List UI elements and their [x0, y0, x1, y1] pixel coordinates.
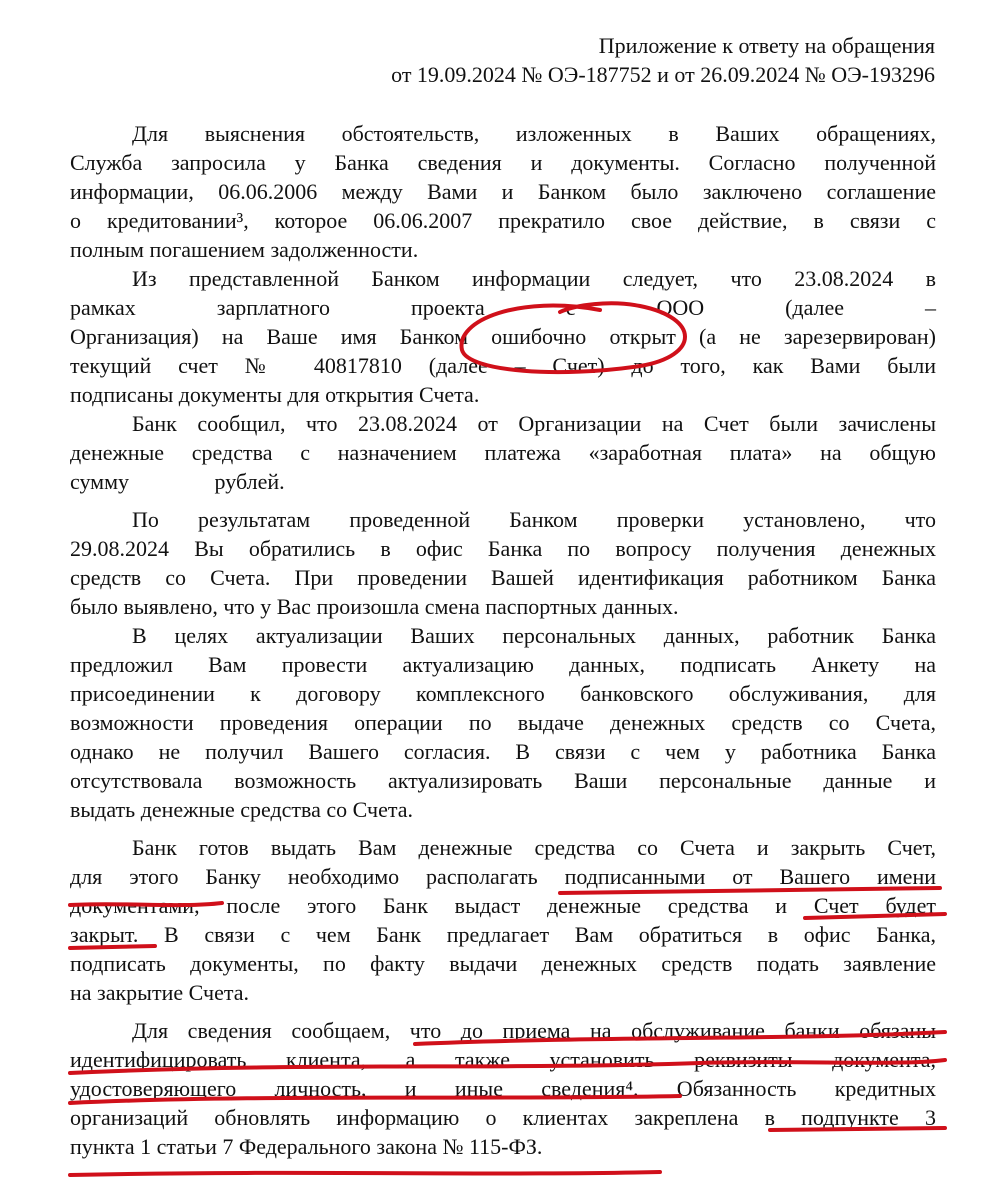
text-line: закрыт. В связи с чем Банк предлагает Вам обратиться в офис Банка, [70, 922, 936, 947]
appeal-reference: от 19.09.2024 № ОЭ-187752 и от 26.09.2024 № ОЭ-193296 [391, 62, 935, 87]
text-line: Для сведения сообщаем, что до приема на обслуживание банки обязаны [132, 1018, 936, 1043]
text-line: рамках зарплатного проекта с ООО (далее – [70, 295, 936, 320]
text-line: По результатам проведенной Банком проверки установлено, что [132, 507, 936, 532]
text-line: о кредитовании³, которое 06.06.2007 прекратило свое действие, в связи с [70, 208, 936, 233]
text-line: выдать денежные средства со Счета. [70, 797, 414, 822]
text-line: присоединении к договору комплексного банковского обслуживания, для [70, 681, 936, 706]
text-line: документами, после этого Банк выдаст денежные средства и Счет будет [70, 893, 936, 918]
paragraph [70, 505, 936, 621]
text-line: Организация) на Ваше имя Банком ошибочно открыт (а не зарезервирован) [70, 324, 936, 349]
paragraph [70, 264, 936, 409]
text-line: возможности проведения операции по выдаче денежных средств со Счета, [70, 710, 936, 735]
text-line: полным погашением задолженности. [70, 237, 419, 262]
text-line: предложил Вам провести актуализацию данных, подписать Анкету на [70, 652, 936, 677]
text-line: идентифицировать клиента, а также установить реквизиты документа, [70, 1047, 936, 1072]
underline-mark [70, 1172, 660, 1175]
text-line: на закрытие Счета. [70, 980, 249, 1005]
text-line: 29.08.2024 Вы обратились в офис Банка по вопросу получения денежных [70, 536, 936, 561]
text-line: Для выяснения обстоятельств, изложенных в Ваших обращениях, [132, 121, 936, 146]
text-line: В целях актуализации Ваших персональных данных, работник Банка [132, 623, 936, 648]
attachment-heading: Приложение к ответу на обращения [598, 33, 935, 58]
text-line: Банк сообщил, что 23.08.2024 от Организации на Счет были зачислены [132, 411, 936, 436]
text-line: подписать документы, по факту выдачи денежных средств подать заявление [70, 951, 936, 976]
text-line: Из представленной Банком информации следует, что 23.08.2024 в [132, 266, 936, 291]
text-line: пункта 1 статьи 7 Федерального закона № 115-ФЗ. [70, 1134, 543, 1159]
text-line: информации, 06.06.2006 между Вами и Банком было заключено соглашение [70, 179, 936, 204]
text-line: удостоверяющего личность, и иные сведения⁴. Обязанность кредитных [70, 1076, 936, 1101]
text-line: Служба запросила у Банка сведения и документы. Согласно полученной [70, 150, 936, 175]
text-line: сумму рублей. [70, 469, 285, 494]
paragraph [70, 409, 936, 496]
paragraph [70, 1016, 936, 1161]
paragraph [70, 621, 936, 824]
text-line: Банк готов выдать Вам денежные средства со Счета и закрыть Счет, [132, 835, 936, 860]
text-line: организаций обновлять информацию о клиентах закреплена в подпункте 3 [70, 1105, 936, 1130]
text-line: подписаны документы для открытия Счета. [70, 382, 480, 407]
text-line: было выявлено, что у Вас произошла смена паспортных данных. [70, 594, 679, 619]
text-line: отсутствовала возможность актуализировать Ваши персональные данные и [70, 768, 936, 793]
paragraph [70, 833, 936, 1007]
text-line: текущий счет № 40817810 (далее – Счет) до того, как Вами были [70, 353, 936, 378]
text-line: средств со Счета. При проведении Вашей идентификация работником Банка [70, 565, 936, 590]
letter-body [70, 119, 936, 1161]
text-line: для этого Банку необходимо располагать подписанными от Вашего имени [70, 864, 936, 889]
text-line: денежные средства с назначением платежа «заработная плата» на общую [70, 440, 936, 465]
text-line: однако не получил Вашего согласия. В связи с чем у работника Банка [70, 739, 936, 764]
paragraph [70, 119, 936, 264]
